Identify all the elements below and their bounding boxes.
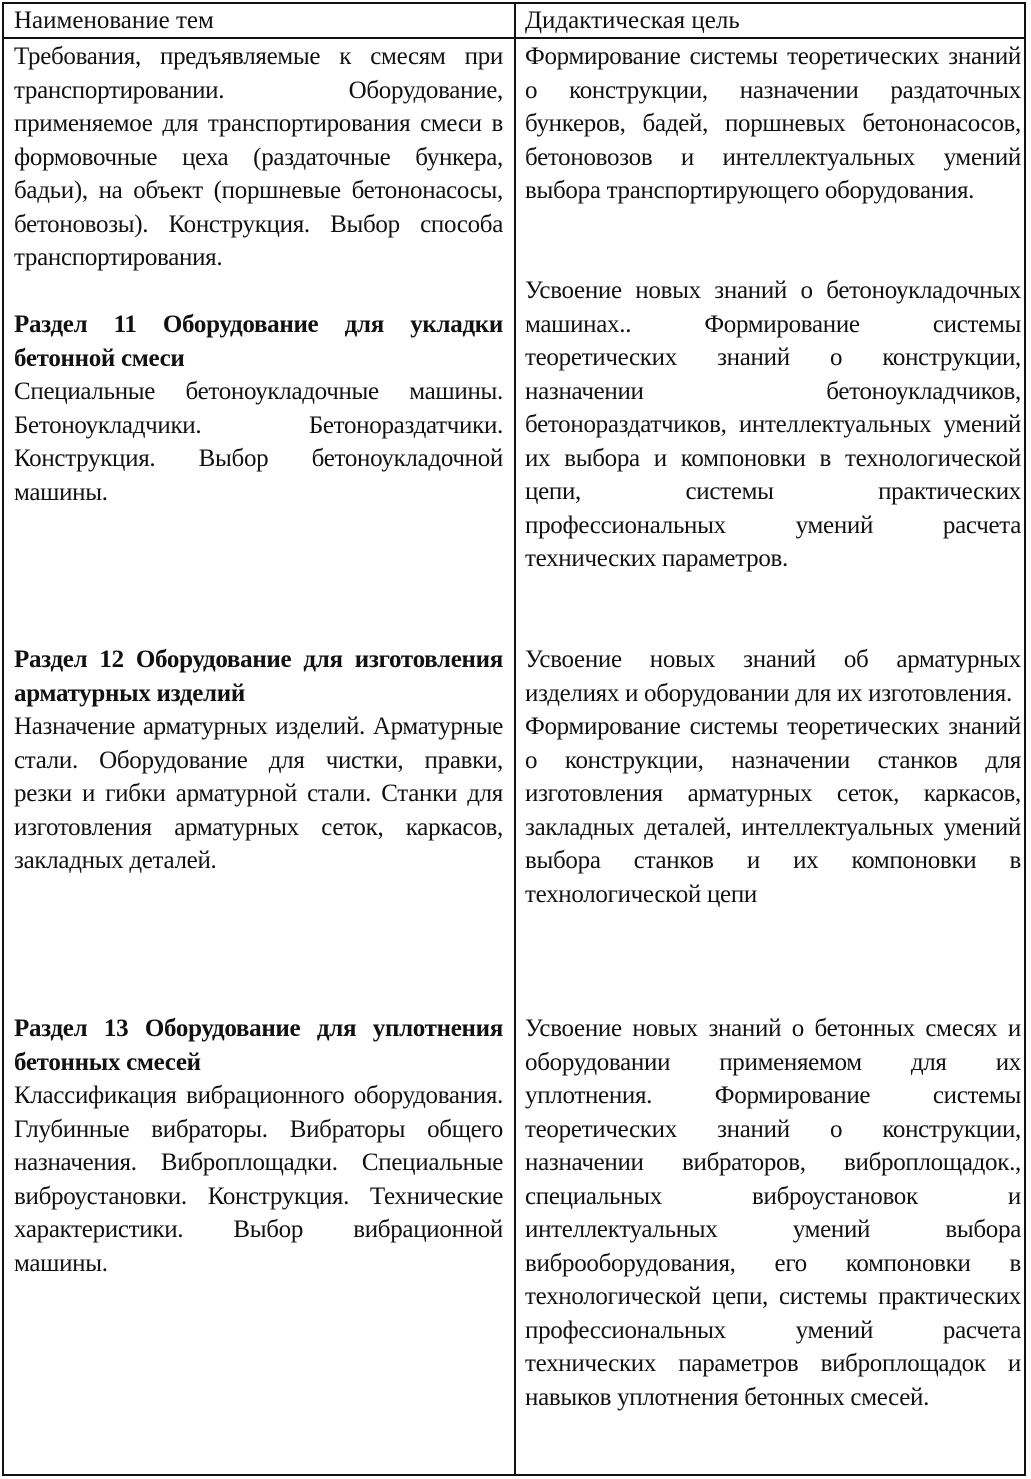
topic-text: Классификация вибрационного оборудования. Глубинные вибраторы. Вибраторы общего назначения. Виброплощадки. Специальные виброустановки. Конструкция. Технические характеристики. Выбор вибрационной машины. (14, 1082, 503, 1277)
curriculum-table (2, 2, 1026, 1476)
goal-text-1: Усвоение новых знаний об арматурных изделиях и оборудовании для их изготовления. (525, 646, 1021, 707)
goal-text: Усвоение новых знаний о бетоноукладочных машинах.. Формирование системы теоретических знаний о конструкции, назначении бетоноукладчиков, бетонораздатчиков, интеллектуальных умений их выбора и компоновки в технологической цепи, системы практических профессиональных умений расчета технических параметров. (525, 277, 1021, 572)
header-topics: Наименование тем (14, 7, 214, 34)
topic-text: Назначение арматурных изделий. Арматурные стали. Оборудование для чистки, правки, резки и гибки арматурной стали. Станки для изготовления арматурных сеток, каркасов, закладных деталей. (14, 713, 503, 874)
row-2-goal (525, 643, 1021, 911)
header-divider (4, 37, 1024, 39)
section-heading: Раздел 13 Оборудование для уплотнения бетонных смесей (14, 1015, 503, 1076)
section-heading: Раздел 12 Оборудование для изготовления арматурных изделий (14, 646, 503, 707)
topic-text: Специальные бетоноукладочные машины. Бетоноукладчики. Бетонораздатчики. Конструкция. Выбор бетоноукладочной машины. (14, 378, 503, 506)
goal-text: Формирование системы теоретических знаний о конструкции, назначении раздаточных бункеров, бадей, поршневых бетононасосов, бетоновозов и интеллектуальных умений выбора транспортирующего оборудования. (525, 43, 1021, 204)
row-0-goal (525, 40, 1021, 208)
row-3-goal (525, 1012, 1021, 1414)
row-0-topic (14, 40, 503, 275)
row-2-topic (14, 643, 503, 878)
goal-text-2: Формирование системы теоретических знаний о конструкции, назначении станков для изготовления арматурных сеток, каркасов, закладных деталей, интеллектуальных умений выбора станков и их компоновки в технологической цепи (525, 713, 1021, 908)
topic-text: Требования, предъявляемые к смесям при транспортировании. Оборудование, применяемое для транспортирования смеси в формовочные цеха (раздаточные бункера, бадьи), на объект (поршневые бетононасосы, бетоновозы). Конструкция. Выбор способа транспортирования. (14, 43, 503, 271)
header-goal: Дидактическая цель (525, 7, 740, 34)
column-divider (514, 4, 516, 1474)
row-3-topic (14, 1012, 503, 1280)
section-heading: Раздел 11 Оборудование для укладки бетонной смеси (14, 311, 503, 372)
row-1-goal (525, 274, 1021, 576)
goal-text: Усвоение новых знаний о бетонных смесях и оборудовании применяемом для их уплотнения. Формирование системы теоретических знаний о конструкции, назначении вибраторов, виброплощадок., специальных виброустановок и интеллектуальных умений выбора виброоборудования, его компоновки в технологической цепи, системы практических профессиональных умений расчета технических параметров виброплощадок и навыков уплотнения бетонных смесей. (525, 1015, 1021, 1411)
row-1-topic (14, 308, 503, 509)
